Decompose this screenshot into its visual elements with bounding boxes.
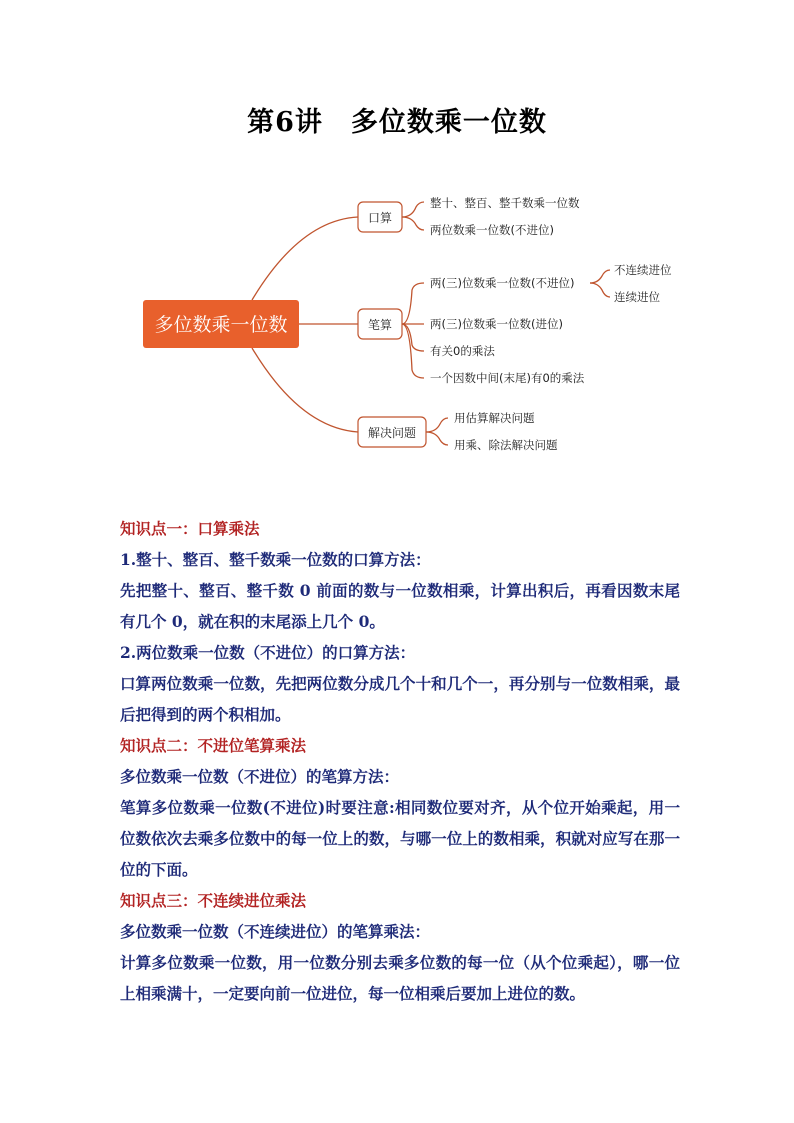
connector-sub1 — [590, 270, 610, 283]
branch-label-jiejue: 解决问题 — [367, 426, 417, 440]
lesson-topic: 多位数乘一位数 — [350, 107, 547, 138]
mind-map-root-label: 多位数乘一位数 — [154, 314, 288, 336]
connector-sub2 — [590, 283, 610, 297]
knowledge-content — [120, 513, 680, 1009]
mind-map — [0, 180, 794, 480]
connector-bisuan-item3 — [402, 324, 424, 351]
leaf-bisuan-2: 两(三)位数乘一位数(进位) — [430, 317, 563, 331]
connector-kousuan-item1 — [402, 202, 424, 217]
section-subheading: 2.两位数乘一位数（不进位）的口算方法： — [120, 643, 416, 662]
section-paragraph: 笔算多位数乘一位数(不进位)时要注意:相同数位要对齐，从个位开始乘起，用一位数依次去乘多位数中的每一位上的数，与哪一位上的数相乘，积就对应写在那一位的下面。 — [120, 798, 680, 879]
section-heading: 知识点三：不连续进位乘法 — [120, 891, 307, 910]
section-paragraph: 口算两位数乘一位数，先把两位数分成几个十和几个一，再分别与一位数相乘，最后把得到的两个积相加。 — [120, 674, 680, 724]
leaf-jiejue-2: 用乘、除法解决问题 — [454, 438, 558, 452]
connector-root-kousuan — [252, 217, 358, 300]
connector-kousuan-item2 — [402, 217, 424, 230]
connector-jiejue-item1 — [426, 418, 448, 432]
section-paragraph: 先把整十、整百、整千数 0 前面的数与一位数相乘，计算出积后，再看因数末尾有几个 0，就在积的末尾添上几个 0。 — [120, 581, 680, 631]
connector-bisuan-item1 — [402, 283, 424, 324]
section-subheading: 1.整十、整百、整千数乘一位数的口算方法： — [120, 550, 431, 569]
page-title — [0, 100, 794, 139]
connector-root-jiejue — [252, 348, 358, 432]
section-paragraph: 计算多位数乘一位数，用一位数分别去乘多位数的每一位（从个位乘起），哪一位上相乘满十，一定要向前一位进位，每一位相乘后要加上进位的数。 — [120, 953, 680, 1003]
leaf-sub-2: 连续进位 — [614, 290, 660, 304]
branch-label-kousuan: 口算 — [367, 211, 393, 225]
section-heading: 知识点一：口算乘法 — [120, 519, 260, 538]
leaf-jiejue-1: 用估算解决问题 — [454, 411, 535, 425]
section-heading: 知识点二：不进位笔算乘法 — [120, 736, 307, 755]
branch-label-bisuan: 笔算 — [367, 318, 393, 332]
section-subheading: 多位数乘一位数（不进位）的笔算方法： — [120, 767, 400, 786]
leaf-kousuan-1: 整十、整百、整千数乘一位数 — [430, 196, 580, 210]
leaf-sub-1: 不连续进位 — [614, 263, 672, 277]
leaf-bisuan-3: 有关0的乘法 — [430, 344, 495, 358]
leaf-kousuan-2: 两位数乘一位数(不进位) — [430, 223, 554, 237]
section-subheading: 多位数乘一位数（不连续进位）的笔算乘法： — [120, 922, 431, 941]
leaf-bisuan-4: 一个因数中间(末尾)有0的乘法 — [430, 371, 585, 385]
connector-jiejue-item2 — [426, 432, 448, 445]
leaf-bisuan-1: 两(三)位数乘一位数(不进位) — [430, 276, 575, 290]
lesson-number: 第6讲 — [247, 107, 323, 138]
